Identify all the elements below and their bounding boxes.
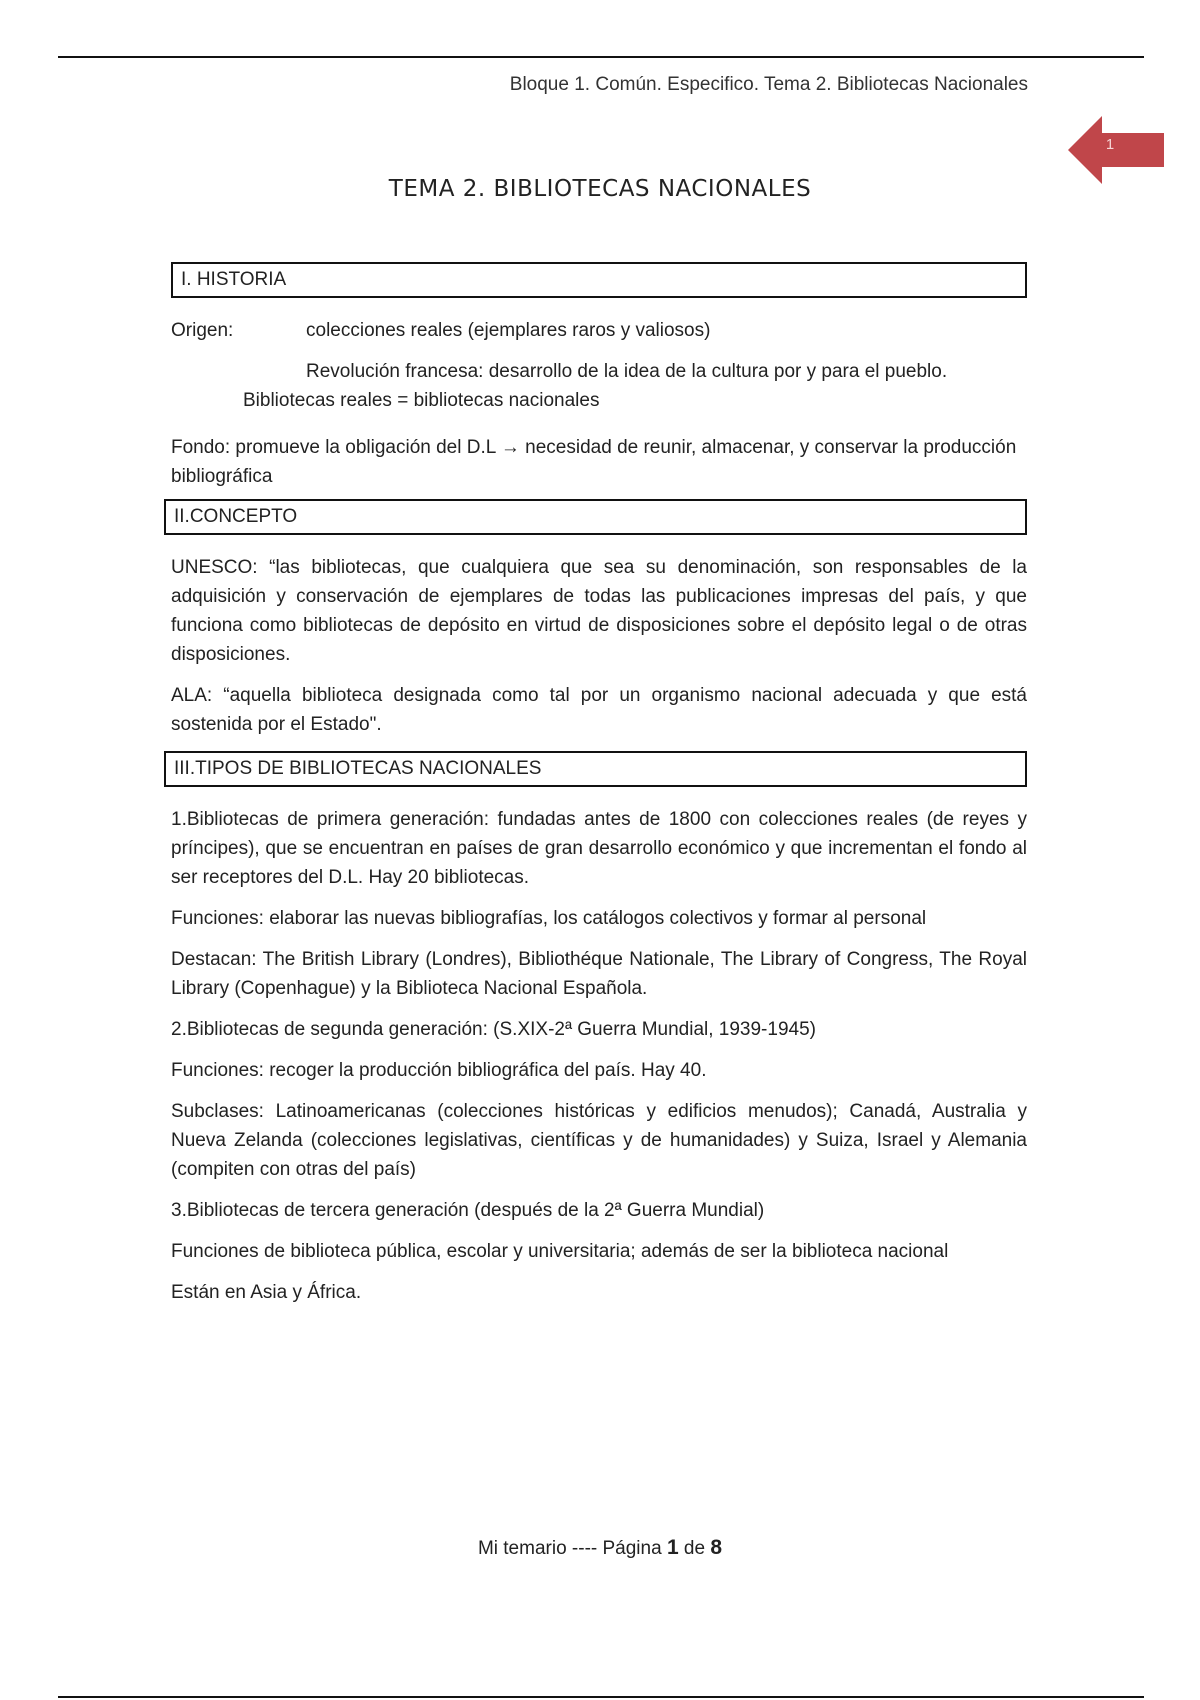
footer-page-number: 1	[666, 1536, 679, 1559]
running-header: Bloque 1. Común. Especifico. Tema 2. Bibliotecas Nacionales	[509, 74, 1028, 95]
origen-row	[171, 316, 1027, 345]
page-marker: 1	[1105, 136, 1115, 153]
tipos-paragraph-2: Funciones: elaborar las nuevas bibliografías, los catálogos colectivos y formar al personal	[171, 908, 927, 929]
tipos-paragraph-3: Destacan: The British Library (Londres), Bibliothéque Nationale, The Library of Congress, The Royal Library (Copenhague) y la Biblioteca Nacional Española.	[171, 949, 1027, 999]
tipos-paragraph-9: Están en Asia y África.	[171, 1282, 362, 1303]
section-heading-concepto: II.CONCEPTO	[164, 499, 1027, 535]
tipos-paragraph-7: 3.Bibliotecas de tercera generación (después de la 2ª Guerra Mundial)	[171, 1200, 765, 1221]
fondo-text: Fondo: promueve la obligación del D.L → necesidad de reunir, almacenar, y conservar la producción bibliográfica	[171, 437, 1017, 487]
header-rule	[58, 56, 1144, 58]
origen-text: colecciones reales (ejemplares raros y valiosos)	[306, 320, 711, 341]
footer-prefix: Mi temario ---- Página	[477, 1538, 662, 1559]
revolucion-text: Revolución francesa: desarrollo de la idea de la cultura por y para el pueblo.	[306, 361, 948, 382]
tipos-paragraph-1: 1.Bibliotecas de primera generación: fundadas antes de 1800 con colecciones reales (de reyes y príncipes), que se encuentran en países de gran desarrollo económico y que incrementan el fondo al ser receptores del D.L. Hay 20 bibliotecas.	[171, 809, 1027, 888]
footer-total-pages: 8	[710, 1536, 723, 1559]
footer-of: de	[683, 1538, 706, 1559]
document-title: TEMA 2. BIBLIOTECAS NACIONALES	[388, 176, 812, 202]
origen-label: Origen:	[171, 320, 234, 341]
tipos-paragraph-6: Subclases: Latinoamericanas (colecciones históricas y edificios menudos); Canadá, Australia y Nueva Zelanda (colecciones legislativas, científicas y de humanidades) y Suiza, Israel y Alemania (compiten con otras del país)	[171, 1101, 1027, 1180]
page-footer	[0, 1536, 1200, 1560]
ala-definition: ALA: “aquella biblioteca designada como tal por un organismo nacional adecuada y que está sostenida por el Estado".	[171, 685, 1027, 735]
document-body	[171, 262, 1027, 1307]
tipos-paragraph-5: Funciones: recoger la producción bibliográfica del país. Hay 40.	[171, 1060, 707, 1081]
footer-rule	[58, 1696, 1144, 1698]
unesco-definition: UNESCO: “las bibliotecas, que cualquiera que sea su denominación, son responsables de la adquisición y conservación de ejemplares de todas las publicaciones impresas del país, y que funciona como bibliotecas de depósito en virtud de disposiciones sobre el depósito legal o de otras disposiciones.	[171, 557, 1027, 665]
section-heading-tipos: III.TIPOS DE BIBLIOTECAS NACIONALES	[164, 751, 1027, 787]
tipos-paragraph-4: 2.Bibliotecas de segunda generación: (S.XIX-2ª Guerra Mundial, 1939-1945)	[171, 1019, 816, 1040]
tipos-paragraph-8: Funciones de biblioteca pública, escolar y universitaria; además de ser la biblioteca nacional	[171, 1241, 949, 1262]
section-heading-historia: I. HISTORIA	[171, 262, 1027, 298]
equivalencia-text: Bibliotecas reales = bibliotecas nacionales	[243, 390, 600, 411]
